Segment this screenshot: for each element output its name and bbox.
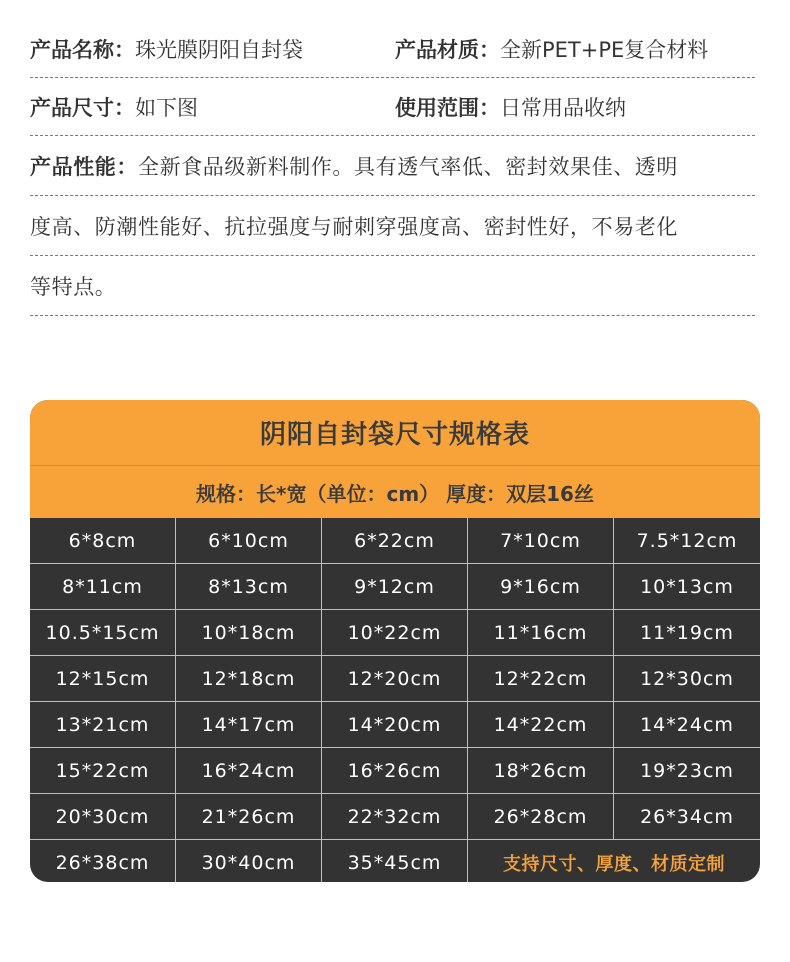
size-cell: 11*16cm [468,610,614,656]
size-cell: 10*18cm [176,610,322,656]
size-cell: 20*30cm [30,794,176,840]
performance-line-2 [30,196,755,256]
product-name-field [30,34,395,64]
size-cell: 11*19cm [614,610,760,656]
size-cell: 22*32cm [322,794,468,840]
custom-note: 支持尺寸、厚度、材质定制 [503,854,725,875]
size-cell: 15*22cm [30,748,176,794]
size-cell: 8*13cm [176,564,322,610]
size-cell: 26*28cm [468,794,614,840]
size-cell: 8*11cm [30,564,176,610]
size-cell: 12*18cm [176,656,322,702]
size-cell: 16*26cm [322,748,468,794]
info-row-size-usage [30,78,755,136]
product-name-value: 珠光膜阴阳自封袋 [135,37,303,62]
product-size-label: 产品尺寸： [30,95,135,120]
size-table-subtitle: 规格：长*宽（单位：cm） 厚度：双层16丝 [30,466,760,518]
size-cell: 14*17cm [176,702,322,748]
product-material-field [395,34,708,64]
size-cell: 12*20cm [322,656,468,702]
size-cell: 12*30cm [614,656,760,702]
info-row-name-material [30,20,755,78]
size-cell: 12*22cm [468,656,614,702]
size-grid [30,518,760,882]
size-cell: 10*22cm [322,610,468,656]
size-cell: 14*22cm [468,702,614,748]
product-size-field [30,92,395,122]
size-cell: 6*10cm [176,518,322,564]
size-cell: 6*22cm [322,518,468,564]
size-cell: 6*8cm [30,518,176,564]
size-cell: 35*45cm [322,840,468,882]
size-cell: 10.5*15cm [30,610,176,656]
product-usage-value: 日常用品收纳 [500,95,626,120]
product-name-label: 产品名称： [30,37,135,62]
size-cell: 9*16cm [468,564,614,610]
product-size-value: 如下图 [135,95,198,120]
size-cell: 14*24cm [614,702,760,748]
product-material-value: 全新PET+PE复合材料 [500,37,709,62]
size-spec-table [30,400,760,882]
size-cell: 12*15cm [30,656,176,702]
product-performance-label: 产品性能： [30,154,138,179]
performance-line-1 [30,136,755,196]
size-cell: 26*34cm [614,794,760,840]
size-cell: 21*26cm [176,794,322,840]
size-cell: 30*40cm [176,840,322,882]
size-table-title: 阴阳自封袋尺寸规格表 [30,400,760,466]
product-usage-label: 使用范围： [395,95,500,120]
size-cell: 9*12cm [322,564,468,610]
product-performance-text-2: 度高、防潮性能好、抗拉强度与耐刺穿强度高、密封性好，不易老化 [30,214,678,239]
size-cell: 7.5*12cm [614,518,760,564]
performance-line-3 [30,256,755,316]
size-cell: 26*38cm [30,840,176,882]
size-cell: 19*23cm [614,748,760,794]
size-cell: 10*13cm [614,564,760,610]
product-material-label: 产品材质： [395,37,500,62]
product-performance-text-3: 等特点。 [30,274,117,299]
size-cell: 14*20cm [322,702,468,748]
size-cell: 7*10cm [468,518,614,564]
product-usage-field [395,92,626,122]
product-performance-text-1: 全新食品级新料制作。具有透气率低、密封效果佳、透明 [138,154,678,179]
size-cell: 13*21cm [30,702,176,748]
size-cell: 16*24cm [176,748,322,794]
product-info [30,20,755,316]
size-cell: 18*26cm [468,748,614,794]
